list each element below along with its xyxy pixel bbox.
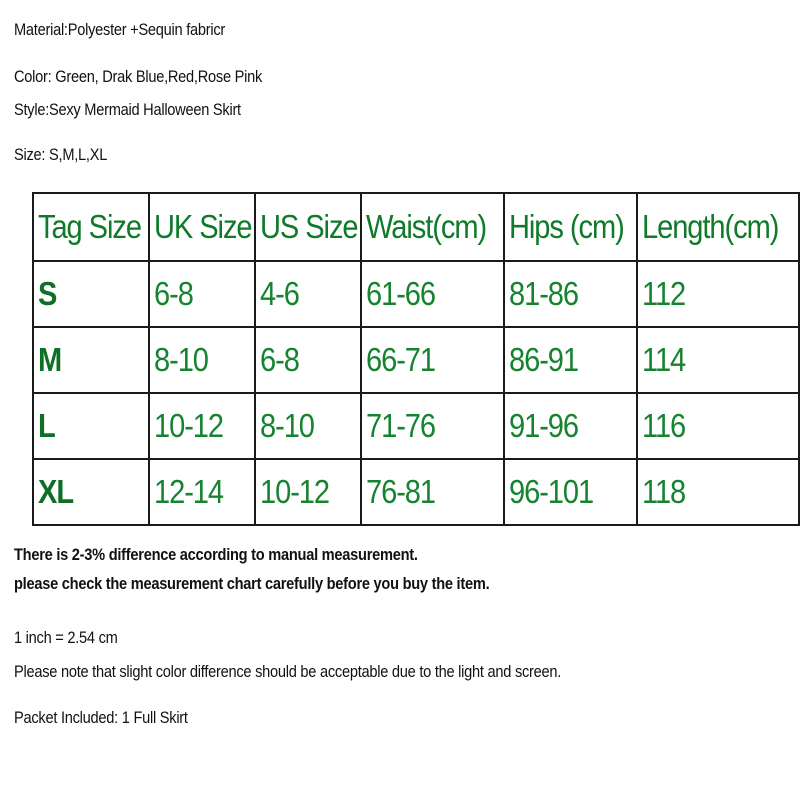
cell-hips: 91-96 (504, 393, 637, 459)
packet-included: Packet Included: 1 Full Skirt (14, 708, 188, 727)
cell-us-size: 8-10 (255, 393, 361, 459)
color-difference-note: Please note that slight color difference should be acceptable due to the light and screen. (14, 662, 562, 681)
header-length: Length(cm) (637, 193, 799, 261)
cell-waist: 66-71 (361, 327, 504, 393)
cell-us-size: 10-12 (255, 459, 361, 525)
inch-conversion: 1 inch = 2.54 cm (14, 628, 118, 647)
cell-length: 114 (637, 327, 799, 393)
table-row (33, 327, 799, 393)
cell-hips: 81-86 (504, 261, 637, 327)
size-chart-table (32, 192, 800, 526)
cell-tag-size: M (33, 327, 149, 393)
cell-uk-size: 6-8 (149, 261, 255, 327)
cell-waist: 76-81 (361, 459, 504, 525)
cell-us-size: 4-6 (255, 261, 361, 327)
cell-uk-size: 12-14 (149, 459, 255, 525)
cell-hips: 96-101 (504, 459, 637, 525)
cell-us-size: 6-8 (255, 327, 361, 393)
cell-tag-size: L (33, 393, 149, 459)
cell-uk-size: 10-12 (149, 393, 255, 459)
cell-hips: 86-91 (504, 327, 637, 393)
header-uk-size: UK Size (149, 193, 255, 261)
size-line: Size: S,M,L,XL (14, 145, 108, 164)
header-waist: Waist(cm) (361, 193, 504, 261)
header-hips: Hips (cm) (504, 193, 637, 261)
cell-length: 112 (637, 261, 799, 327)
style-line: Style:Sexy Mermaid Halloween Skirt (14, 100, 241, 119)
table-header-row (33, 193, 799, 261)
cell-length: 118 (637, 459, 799, 525)
cell-tag-size: S (33, 261, 149, 327)
table-row (33, 393, 799, 459)
table-row (33, 459, 799, 525)
material-line: Material:Polyester +Sequin fabricr (14, 20, 226, 39)
header-us-size: US Size (255, 193, 361, 261)
table-row (33, 261, 799, 327)
header-tag-size: Tag Size (33, 193, 149, 261)
difference-note: There is 2-3% difference according to manual measurement. (14, 545, 418, 564)
cell-waist: 71-76 (361, 393, 504, 459)
cell-uk-size: 8-10 (149, 327, 255, 393)
cell-tag-size: XL (33, 459, 149, 525)
cell-length: 116 (637, 393, 799, 459)
check-note: please check the measurement chart carefully before you buy the item. (14, 574, 490, 593)
color-line: Color: Green, Drak Blue,Red,Rose Pink (14, 67, 263, 86)
cell-waist: 61-66 (361, 261, 504, 327)
